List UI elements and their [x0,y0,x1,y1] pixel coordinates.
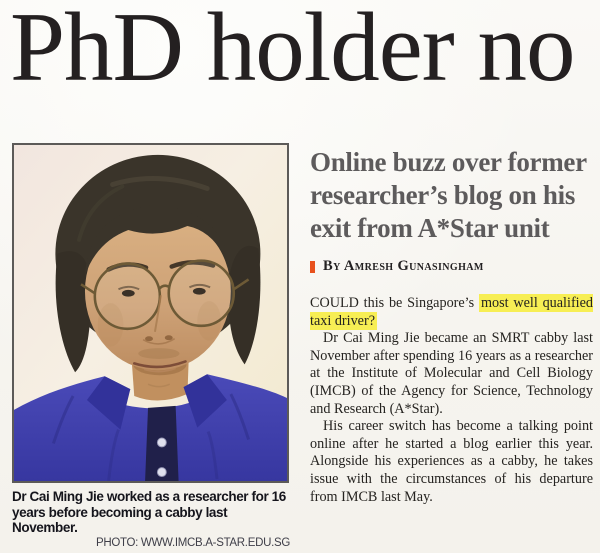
headline: PhD holder no [10,0,575,102]
lead-paragraph [310,295,593,330]
photo-caption-block [12,489,290,550]
portrait-photo [12,143,289,483]
paragraph: His career switch has become a talking point online after he started a blog earlier this year. Alongside his experiences as a cabby, he takes issue with the circumstances of his departure from IMCB last May. [310,418,593,505]
lead-text: COULD this be Singapore’s [310,295,479,311]
article-body [310,295,593,506]
article-deck: Online buzz over former researcher’s blog on his exit from A*Star unit [310,147,587,243]
photo-caption: Dr Cai Ming Jie worked as a researcher for 16 years before becoming a cabby last November. [12,489,286,535]
paragraph: Dr Cai Ming Jie became an SMRT cabby last November after spending 16 years as a researcher at the Institute of Molecular and Cell Biology (IMCB) of the Agency for Science, Technology and Research (A*Star). [310,330,593,417]
portrait-illustration [14,145,287,481]
highlighted-text: most well qualified taxi driver? [310,295,593,329]
photo-credit: PHOTO: WWW.IMCB.A-STAR.EDU.SG [95,536,290,549]
byline [310,258,593,275]
article-column [310,146,593,506]
byline-text: By Amresh Gunasingham [323,258,484,274]
byline-bullet-icon [310,261,315,273]
